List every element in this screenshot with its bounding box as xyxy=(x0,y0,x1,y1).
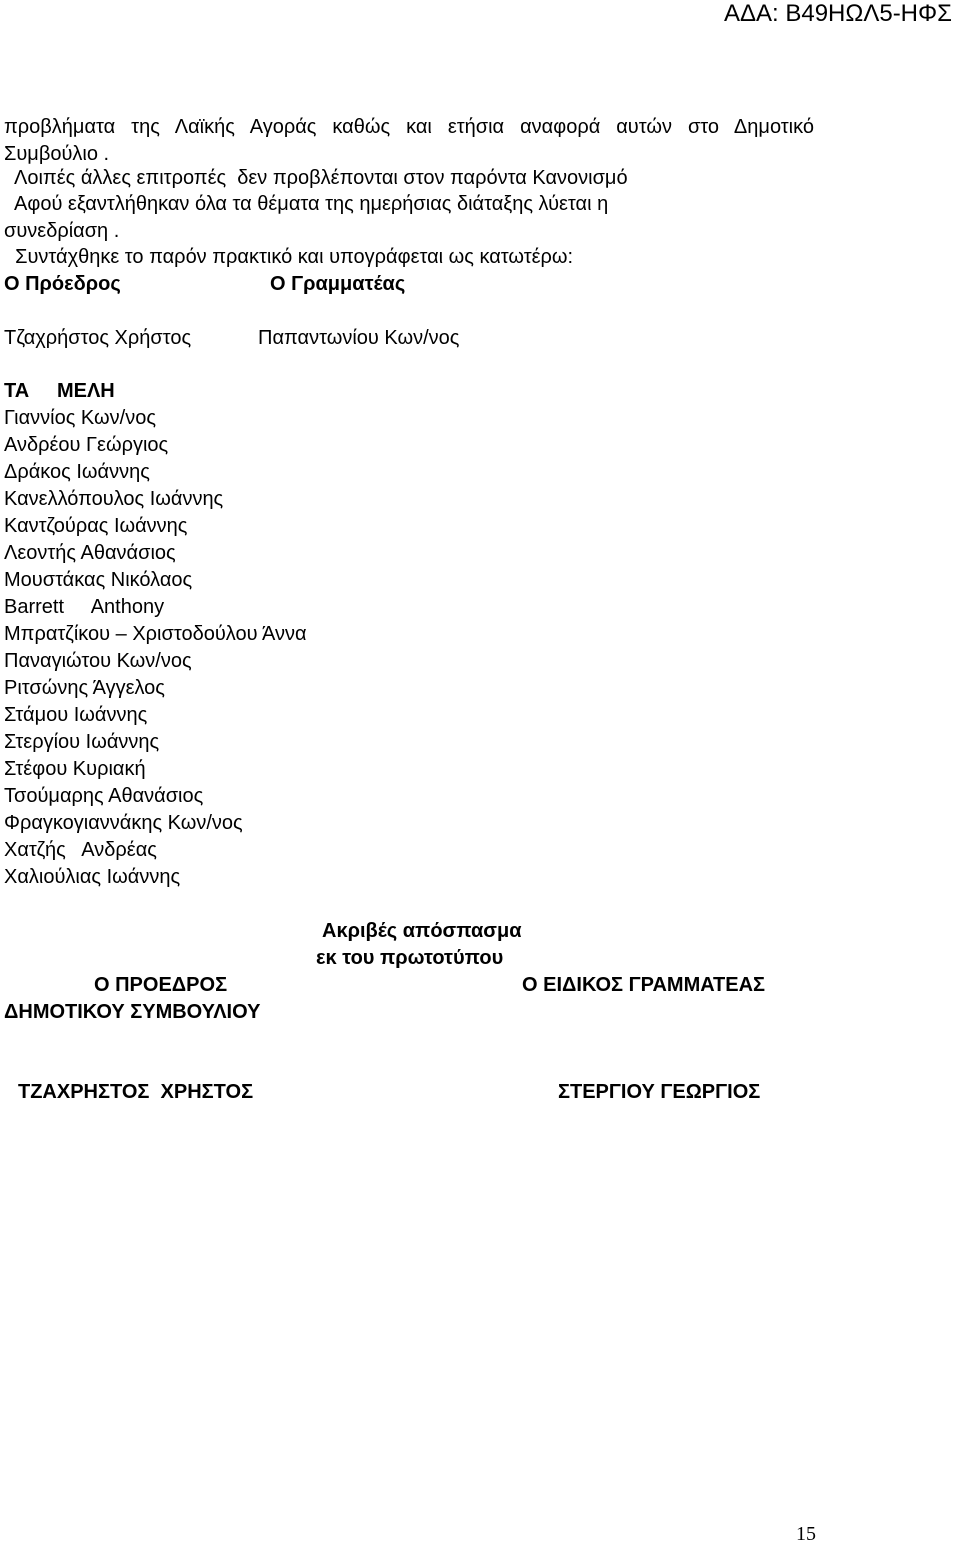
secretary-name: Παπαντωνίου Κων/νος xyxy=(258,327,460,349)
members-heading: ΤΑ ΜΕΛΗ xyxy=(4,380,115,402)
member-name: Ανδρέου Γεώργιος xyxy=(4,434,169,456)
president-title-line1: Ο ΠΡΟΕΔΡΟΣ xyxy=(94,974,228,996)
paragraph-line: Συμβούλιο . xyxy=(4,143,110,165)
ada-code: ΑΔΑ: Β49ΗΩΛ5-ΗΦΣ xyxy=(723,0,952,27)
member-name: Κανελλόπουλος Ιωάννης xyxy=(4,488,224,510)
member-name: Στεργίου Ιωάννης xyxy=(4,731,160,753)
paragraph-line: Συντάχθηκε το παρόν πρακτικό και υπογράφεται ως κατωτέρω: xyxy=(4,246,574,268)
member-name: Μουστάκας Νικόλαος xyxy=(4,569,193,591)
paragraph-line: προβλήματα της Λαϊκής Αγοράς καθώς και ετήσια αναφορά αυτών στο Δημοτικό xyxy=(4,116,814,138)
member-name: Φραγκογιαννάκης Κων/νος xyxy=(4,812,243,834)
member-name: Γιαννίος Κων/νος xyxy=(4,407,156,429)
member-name: Ριτσώνης Άγγελος xyxy=(4,677,165,699)
president-name: Τζαχρήστος Χρήστος xyxy=(4,327,192,349)
paragraph-line: Λοιπές άλλες επιτροπές δεν προβλέπονται στον παρόντα Κανονισμό xyxy=(4,167,628,189)
member-name: Λεοντής Αθανάσιος xyxy=(4,542,176,564)
member-name: Μπρατζίκου – Χριστοδούλου Άννα xyxy=(4,623,307,645)
paragraph-line: συνεδρίαση . xyxy=(4,220,120,242)
president-title-line2: ΔΗΜΟΤΙΚΟΥ ΣΥΜΒΟΥΛΙΟΥ xyxy=(4,1001,261,1023)
president-label: Ο Πρόεδρος xyxy=(4,273,121,295)
member-name: Barrett Anthony xyxy=(4,596,165,618)
page-number: 15 xyxy=(796,1523,816,1545)
member-name: Χατζής Ανδρέας xyxy=(4,839,157,861)
member-name: Παναγιώτου Κων/νος xyxy=(4,650,192,672)
special-secretary-title: Ο ΕΙΔΙΚΟΣ ΓΡΑΜΜΑΤΕΑΣ xyxy=(522,974,766,996)
member-name: Δράκος Ιωάννης xyxy=(4,461,150,483)
member-name: Χαλιούλιας Ιωάννης xyxy=(4,866,181,888)
member-name: Στέφου Κυριακή xyxy=(4,758,146,780)
exact-copy-line2: εκ του πρωτοτύπου xyxy=(316,947,504,969)
member-name: Καντζούρας Ιωάννης xyxy=(4,515,188,537)
paragraph-line: Αφού εξαντλήθηκαν όλα τα θέματα της ημερήσιας διάταξης λύεται η xyxy=(4,193,609,215)
member-name: Στάμου Ιωάννης xyxy=(4,704,148,726)
secretary-label: Ο Γραμματέας xyxy=(270,273,406,295)
secretary-fullname: ΣΤΕΡΓΙΟΥ ΓΕΩΡΓΙΟΣ xyxy=(558,1081,761,1103)
president-fullname: ΤΖΑΧΡΗΣΤΟΣ ΧΡΗΣΤΟΣ xyxy=(18,1081,254,1103)
exact-copy-line1: Ακριβές απόσπασμα xyxy=(322,920,522,942)
member-name: Τσούμαρης Αθανάσιος xyxy=(4,785,204,807)
